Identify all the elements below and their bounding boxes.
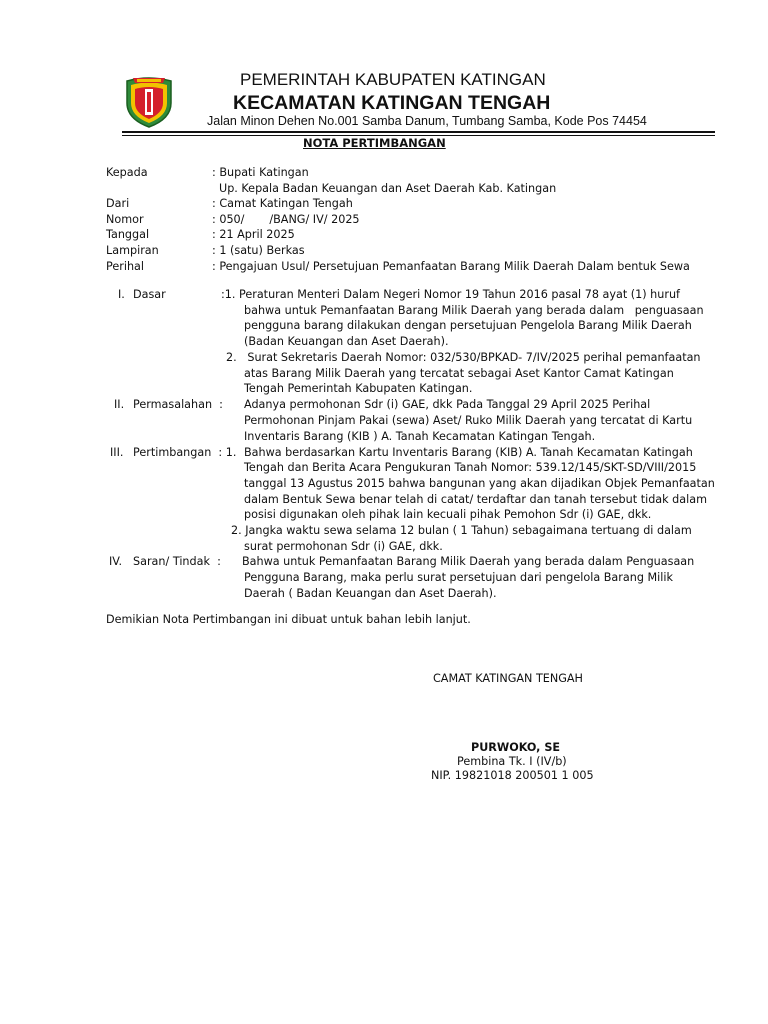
section-4-line-1: Bahwa untuk Pemanfaatan Barang Milik Daerah yang berada dalam Penguasaan (242, 555, 695, 568)
section-1-item-1-line-4: (Badan Keuangan dan Aset Daerah). (244, 335, 449, 348)
section-4-line-3: Daerah ( Badan Keuangan dan Aset Daerah). (244, 587, 497, 600)
section-3-item-1-line-5: posisi digunakan oleh pihak lain kecuali pihak Pemohon Sdr (i) GAE, dkk. (244, 508, 652, 521)
section-3-item-1-line-4: dalam Bentuk Sewa benar telah di catat/ terdaftar dan tanah tersebut tidak dalam (244, 493, 708, 506)
section-1-item-1-line-3: pengguna barang dilakukan dengan persetujuan Pengelola Barang Milik Daerah (244, 319, 692, 332)
section-1-number: I. (118, 288, 125, 301)
signatory-nip: NIP. 19821018 200501 1 005 (431, 769, 594, 782)
section-1-item-2-line-3: Tengah Pemerintah Kabupaten Katingan. (244, 382, 473, 395)
section-4-number: IV. (109, 555, 123, 568)
section-3-item-1-line-2: Tengah dan Berita Acara Pengukuran Tanah Nomor: 539.12/145/SKT-SD/VIII/2015 (244, 461, 697, 474)
section-1-label: Dasar (133, 288, 166, 301)
meta-tanggal-value: : 21 April 2025 (212, 228, 295, 241)
meta-nomor-label: Nomor (106, 213, 144, 226)
section-3-item-1-line-1: Bahwa berdasarkan Kartu Inventaris Barang (KIB) A. Tanah Kecamatan Katingah (244, 446, 693, 459)
section-1-item-1-line-1: :1. Peraturan Menteri Dalam Negeri Nomor 19 Tahun 2016 pasal 78 ayat (1) huruf (221, 288, 680, 301)
section-1-item-2-line-2: atas Barang Milik Daerah yang tercatat sebagai Aset Kantor Camat Katingan (244, 367, 674, 380)
signatory-name: PURWOKO, SE (471, 741, 561, 754)
meta-nomor-value: : 050/ /BANG/ IV/ 2025 (212, 213, 360, 226)
section-3-number: III. (110, 446, 124, 459)
meta-perihal-label: Perihal (106, 260, 144, 273)
signatory-position: CAMAT KATINGAN TENGAH (433, 672, 583, 685)
document-title: NOTA PERTIMBANGAN (303, 136, 446, 150)
meta-dari-label: Dari (106, 197, 130, 210)
section-4-label: Saran/ Tindak : (133, 555, 221, 568)
letterhead-government-name: PEMERINTAH KABUPATEN KATINGAN (240, 70, 546, 89)
meta-lampiran-value: : 1 (satu) Berkas (212, 244, 305, 257)
meta-lampiran-label: Lampiran (106, 244, 159, 257)
section-2-number: II. (114, 398, 125, 411)
section-3-item-1-line-3: tanggal 13 Agustus 2015 bahwa bangunan yang akan dijadikan Objek Pemanfaatan (244, 477, 715, 490)
meta-kepada-label: Kepada (106, 166, 148, 179)
section-2-line-3: Inventaris Barang (KIB ) A. Tanah Kecamatan Katingan Tengah. (244, 430, 596, 443)
meta-dari-value: : Camat Katingan Tengah (212, 197, 353, 210)
section-4-line-2: Pengguna Barang, maka perlu surat persetujuan dari pengelola Barang Milik (244, 571, 673, 584)
letterhead-rule-thick (122, 131, 715, 133)
section-1-item-2-line-1: 2. Surat Sekretaris Daerah Nomor: 032/530/BPKAD- 7/IV/2025 perihal pemanfaatan (226, 351, 701, 364)
section-3-label: Pertimbangan : 1. (133, 446, 237, 459)
meta-tanggal-label: Tanggal (106, 228, 150, 241)
katingan-regency-emblem-icon (119, 73, 179, 129)
closing-statement: Demikian Nota Pertimbangan ini dibuat untuk bahan lebih lanjut. (106, 613, 471, 626)
section-1-item-1-line-2: bahwa untuk Pemanfaatan Barang Milik Daerah yang berada dalam penguasaan (244, 304, 704, 317)
section-2-label: Permasalahan : (133, 398, 223, 411)
section-3-item-2-line-2: surat permohonan Sdr (i) GAE, dkk. (244, 540, 443, 553)
signatory-rank: Pembina Tk. I (IV/b) (457, 755, 567, 768)
letterhead-address: Jalan Minon Dehen No.001 Samba Danum, Tumbang Samba, Kode Pos 74454 (207, 114, 647, 128)
meta-kepada-value-cont: Up. Kepala Badan Keuangan dan Aset Daerah Kab. Katingan (219, 182, 557, 195)
meta-kepada-value: : Bupati Katingan (212, 166, 309, 179)
section-3-item-2-line-1: 2. Jangka waktu sewa selama 12 bulan ( 1 Tahun) sebagaimana tertuang di dalam (231, 524, 692, 537)
meta-perihal-value: : Pengajuan Usul/ Persetujuan Pemanfaatan Barang Milik Daerah Dalam bentuk Sewa (212, 260, 690, 273)
section-2-line-1: Adanya permohonan Sdr (i) GAE, dkk Pada Tanggal 29 April 2025 Perihal (244, 398, 651, 411)
letterhead-office-name: KECAMATAN KATINGAN TENGAH (233, 92, 551, 114)
section-2-line-2: Permohonan Pinjam Pakai (sewa) Aset/ Ruko Milik Daerah yang tercatat di Kartu (244, 414, 693, 427)
